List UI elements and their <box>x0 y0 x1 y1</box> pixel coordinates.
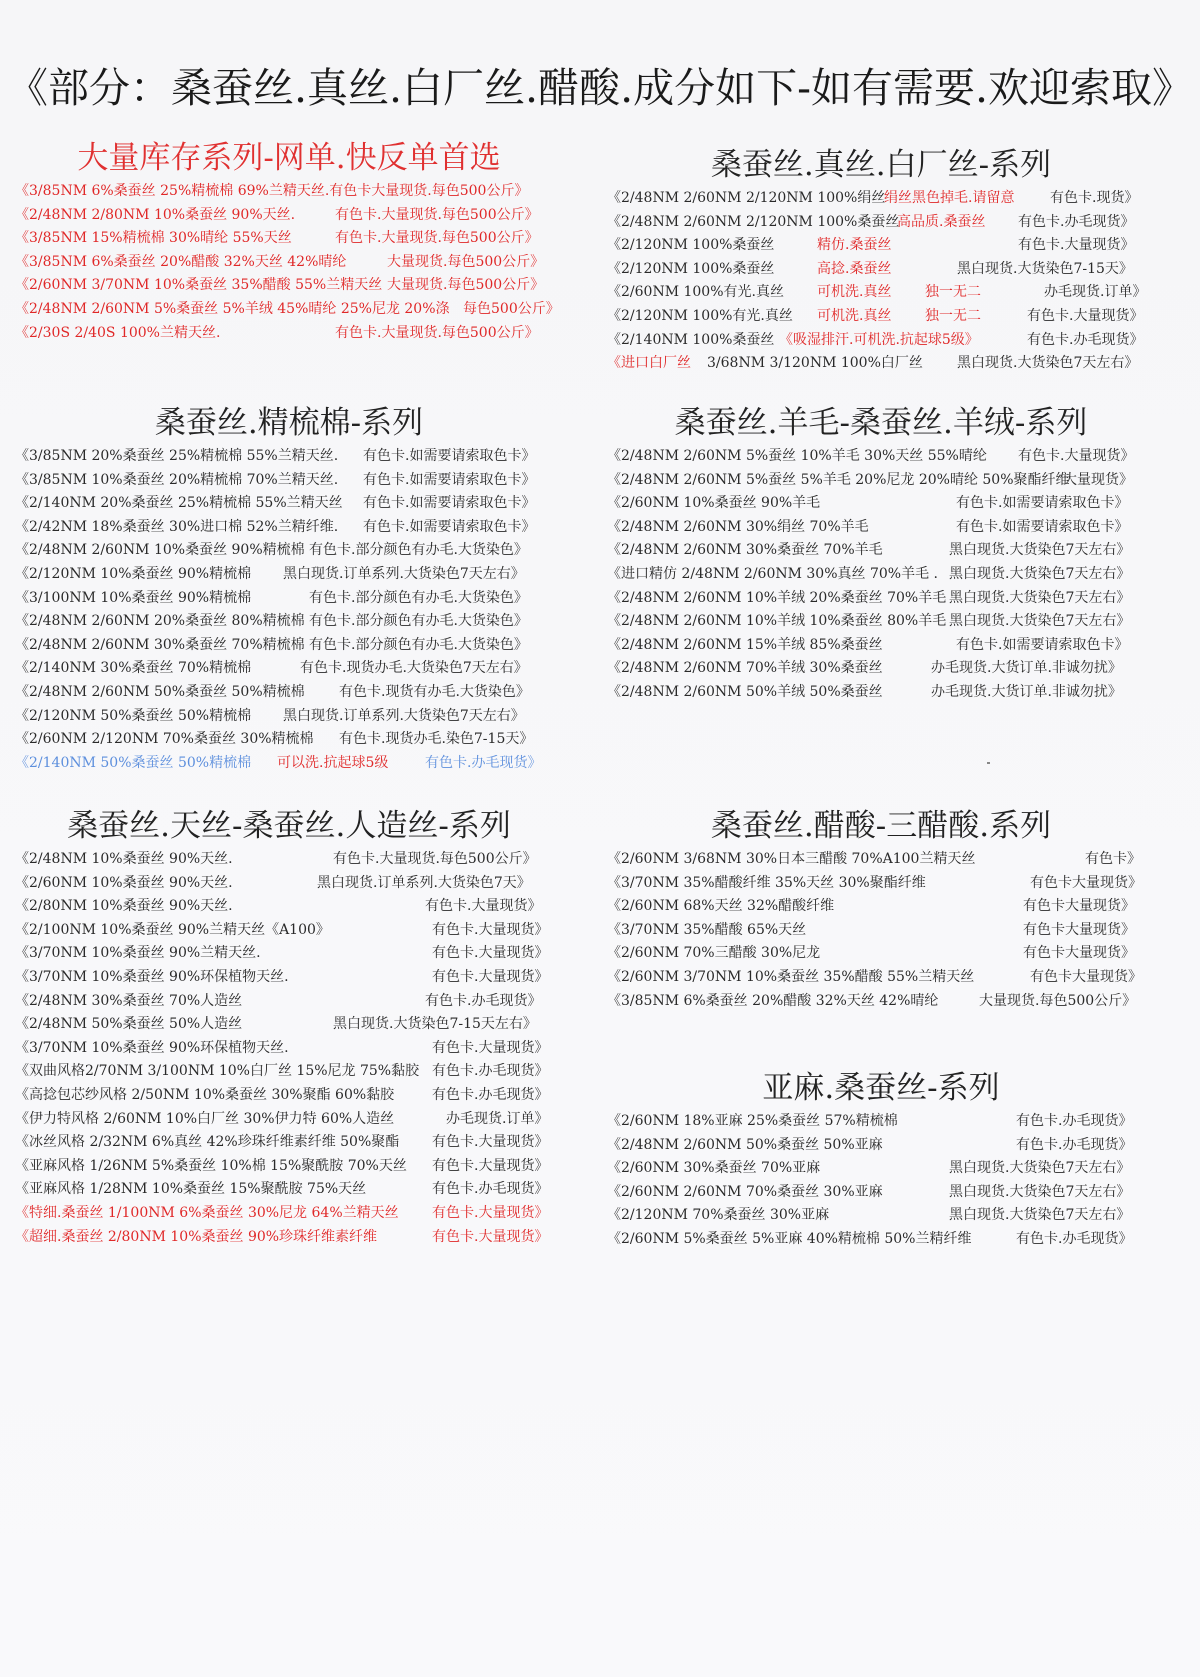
composition: 《2/60NM 18%亚麻 25%桑蚕丝 57%精梳棉 <box>607 1113 898 1129</box>
highlight-note: 精仿.桑蚕丝 <box>817 237 892 254</box>
stock-status: 有色卡.如需要请索取色卡》 <box>956 636 1129 653</box>
composition: 《2/120NM 70%桑蚕丝 30%亚麻 <box>607 1207 830 1224</box>
list-item <box>15 1178 563 1202</box>
composition: 《2/120NM 100%桑蚕丝 <box>607 260 775 277</box>
stock-status: 办毛现货.大货订单.非诚勿扰》 <box>931 660 1122 677</box>
composition: 《亚麻风格 1/26NM 5%桑蚕丝 10%棉 15%聚酰胺 70%天丝 <box>15 1157 407 1174</box>
list-item <box>607 305 1155 329</box>
composition: 《3/85NM 6%桑蚕丝 20%醋酸 32%天丝 42%晴纶 <box>15 253 347 270</box>
composition: 《2/48NM 2/60NM 5%蚕丝 10%羊毛 30%天丝 55%晴纶 <box>607 448 987 464</box>
list-item <box>15 587 563 611</box>
composition: 《3/85NM 15%精梳棉 30%晴纶 55%天丝 <box>15 230 292 247</box>
stock-list <box>15 180 563 345</box>
composition: 《进口白厂丝 <box>607 355 691 372</box>
stock-status: 有色卡.办毛现货》 <box>1018 213 1135 230</box>
stock-status: 有色卡大量现货》 <box>1023 898 1135 915</box>
stock-status: 有色卡》 <box>1085 851 1141 867</box>
composition: 《2/140NM 50%桑蚕丝 50%精梳棉 <box>15 754 252 771</box>
highlight-note: 可机洗.真丝 <box>817 307 892 324</box>
stock-status: 黑白现货.大货染色7-15天左右》 <box>333 1016 537 1033</box>
stock-status: 有色卡.办毛现货》 <box>425 992 542 1009</box>
stock-status: 有色卡.部分颜色有办毛.大货染色》 <box>309 542 528 559</box>
list-item <box>15 516 563 540</box>
stock-status: 有色卡.办毛现货》 <box>432 1063 549 1080</box>
list-item <box>607 966 1155 990</box>
composition: 《2/140NM 100%桑蚕丝 <box>607 331 775 348</box>
cotton-list <box>15 445 563 775</box>
composition: 《2/48NM 2/60NM 10%桑蚕丝 90%精梳棉 <box>15 542 305 559</box>
stock-status: 有色卡.现货》 <box>1050 190 1139 206</box>
highlight-note: 独一无二 <box>925 307 981 324</box>
section-acetate <box>607 806 1155 1013</box>
stock-status: 办毛现货.订单》 <box>446 1110 549 1127</box>
section-title: 桑蚕丝.醋酸-三醋酸.系列 <box>710 808 1052 844</box>
scan-speck <box>987 762 990 764</box>
highlight-note: 独一无二 <box>925 284 981 301</box>
list-item <box>15 1037 563 1061</box>
section-title: 桑蚕丝.真丝.白厂丝-系列 <box>710 147 1052 183</box>
list-item <box>607 634 1155 658</box>
composition: 《2/60NM 68%天丝 32%醋酸纤维 <box>607 898 835 915</box>
list-item <box>607 1134 1155 1158</box>
stock-status: 黑白现货.订单系列.大货染色7天》 <box>317 874 531 891</box>
stock-status: 大量现货.每色500公斤》 <box>387 277 545 294</box>
stock-status: 有色卡.办毛现货》 <box>1016 1230 1133 1247</box>
list-item <box>607 1110 1155 1134</box>
highlight-note: 可以洗.抗起球5级 <box>277 754 389 771</box>
stock-status: 黑白现货.大货染色7天左右》 <box>949 613 1131 630</box>
composition: 《2/48NM 2/60NM 5%蚕丝 5%羊毛 20%尼龙 20%晴纶 50%聚酯纤维 <box>607 471 1070 488</box>
list-item <box>607 1157 1155 1181</box>
list-item <box>15 1108 563 1132</box>
list-item <box>15 274 563 298</box>
stock-status: 有色卡.办毛现货》 <box>1027 331 1144 348</box>
composition: 《3/70NM 35%醋酸 65%天丝 <box>607 921 807 938</box>
composition: 《2/60NM 30%桑蚕丝 70%亚麻 <box>607 1160 821 1177</box>
section-stock <box>15 138 563 345</box>
list-item <box>607 469 1155 493</box>
composition: 《高捻包芯纱风格 2/50NM 10%桑蚕丝 30%聚酯 60%黏胶 <box>15 1086 395 1103</box>
stock-status: 有色卡.大量现货》 <box>432 1204 549 1221</box>
composition: 《2/48NM 2/60NM 70%羊绒 30%桑蚕丝 <box>607 660 883 677</box>
stock-status: 黑白现货.大货染色7天左右》 <box>949 1160 1131 1177</box>
composition: 《2/48NM 2/60NM 50%桑蚕丝 50%精梳棉 <box>15 683 305 700</box>
stock-status: 有色卡.办毛现货》 <box>1016 1136 1133 1153</box>
stock-status: 有色卡.大量现货》 <box>432 1157 549 1174</box>
list-item <box>607 990 1155 1014</box>
stock-status: 黑白现货.订单系列.大货染色7天左右》 <box>283 565 525 582</box>
composition: 《2/48NM 50%桑蚕丝 50%人造丝 <box>15 1016 243 1033</box>
stock-status: 有色卡.如需要请索取色卡》 <box>363 518 536 535</box>
stock-status: 大量现货.每色500公斤》 <box>387 253 545 270</box>
list-item <box>15 872 563 896</box>
composition: 《2/48NM 2/60NM 50%羊绒 50%桑蚕丝 <box>607 683 883 700</box>
highlight-note: 绢丝黑色掉毛.请留意 <box>884 190 1015 206</box>
list-item <box>15 848 563 872</box>
stock-status: 大量现货》 <box>1063 471 1133 488</box>
composition: 《2/48NM 2/60NM 15%羊绒 85%桑蚕丝 <box>607 636 883 653</box>
list-item <box>607 211 1155 235</box>
list-item <box>607 539 1155 563</box>
composition: 《双曲风格2/70NM 3/100NM 10%白厂丝 15%尼龙 75%黏胶 <box>15 1063 420 1080</box>
stock-status: 黑白现货.订单系列.大货染色7天左右》 <box>283 707 525 724</box>
list-item <box>15 752 563 776</box>
composition: 《3/70NM 10%桑蚕丝 90%环保植物天丝. <box>15 1039 289 1056</box>
composition: 《2/100NM 10%桑蚕丝 90%兰精天丝《A100》 <box>15 921 330 938</box>
stock-status: 有色卡.大量现货.每色500公斤》 <box>333 851 537 867</box>
stock-status: 每色500公斤》 <box>463 300 560 317</box>
stock-status: 有色卡.办毛现货》 <box>1016 1113 1133 1129</box>
list-item <box>15 966 563 990</box>
list-item <box>15 895 563 919</box>
section-title: 亚麻.桑蚕丝-系列 <box>762 1070 1000 1106</box>
section-title: 桑蚕丝.精梳棉-系列 <box>154 405 424 441</box>
composition: 《2/30S 2/40S 100%兰精天丝. <box>15 324 221 341</box>
highlight-note: 高品质.桑蚕丝 <box>897 213 986 230</box>
stock-status: 有色卡大量现货》 <box>1023 945 1135 962</box>
silk-list <box>607 187 1155 376</box>
list-item <box>15 563 563 587</box>
stock-status: 有色卡.部分颜色有办毛.大货染色》 <box>309 636 528 653</box>
list-item <box>15 180 563 204</box>
composition: 《2/60NM 3/68NM 30%日本三醋酸 70%A100兰精天丝 <box>607 851 976 867</box>
composition: 《3/85NM 20%桑蚕丝 25%精梳棉 55%兰精天丝. <box>15 448 339 464</box>
stock-status: 有色卡.大量现货》 <box>432 945 549 962</box>
stock-status: 黑白现货.大货染色7天左右》 <box>957 355 1139 372</box>
composition: 《2/120NM 10%桑蚕丝 90%精梳棉 <box>15 565 252 582</box>
stock-status: 有色卡.如需要请索取色卡》 <box>956 495 1129 512</box>
stock-status: 有色卡.大量现货》 <box>425 898 542 915</box>
composition: 《2/48NM 2/60NM 30%桑蚕丝 70%羊毛 <box>607 542 883 559</box>
list-item <box>607 657 1155 681</box>
composition: 《2/120NM 50%桑蚕丝 50%精梳棉 <box>15 707 252 724</box>
wool-list <box>607 445 1155 705</box>
section-silk <box>607 145 1155 376</box>
composition: 《2/60NM 2/60NM 70%桑蚕丝 30%亚麻 <box>607 1183 883 1200</box>
stock-status: 黑白现货.大货染色7天左右》 <box>949 542 1131 559</box>
list-item <box>607 1204 1155 1228</box>
composition: 《2/48NM 2/60NM 20%桑蚕丝 80%精梳棉 <box>15 613 305 630</box>
list-item <box>15 634 563 658</box>
list-item <box>15 657 563 681</box>
composition: 《2/48NM 2/60NM 5%桑蚕丝 5%羊绒 45%晴纶 25%尼龙 20%涤 <box>15 300 450 317</box>
stock-status: 有色卡.办毛现货》 <box>432 1181 549 1198</box>
stock-status: 有色卡.大量现货》 <box>1018 448 1135 464</box>
list-item <box>607 516 1155 540</box>
list-item <box>15 1155 563 1179</box>
composition: 《2/48NM 2/60NM 2/120NM 100%绢丝 <box>607 190 886 206</box>
composition: 《2/48NM 30%桑蚕丝 70%人造丝 <box>15 992 243 1009</box>
composition-detail: 3/68NM 3/120NM 100%白厂丝 <box>707 355 923 372</box>
stock-status: 有色卡.大量现货》 <box>432 1228 549 1245</box>
linen-list <box>607 1110 1155 1252</box>
composition: 《2/60NM 100%有光.真丝 <box>607 284 784 301</box>
composition: 《2/48NM 2/60NM 2/120NM 100%桑蚕丝 <box>607 213 900 230</box>
stock-status: 有色卡.办毛现货》 <box>432 1086 549 1103</box>
composition: 《3/70NM 10%桑蚕丝 90%兰精天丝. <box>15 945 261 962</box>
stock-status: 有色卡.部分颜色有办毛.大货染色》 <box>309 589 528 606</box>
composition: 《2/60NM 5%桑蚕丝 5%亚麻 40%精梳棉 50%兰精纤维 <box>607 1230 972 1247</box>
composition: 《2/60NM 70%三醋酸 30%尼龙 <box>607 945 821 962</box>
list-item <box>607 872 1155 896</box>
page-title: 《部分：桑蚕丝.真丝.白厂丝.醋酸.成分如下-如有需要.欢迎索取》 <box>6 64 1193 112</box>
list-item <box>15 681 563 705</box>
section-cotton <box>15 403 563 775</box>
composition: 《进口精仿 2/48NM 2/60NM 30%真丝 70%羊毛 . <box>607 565 938 582</box>
list-item <box>607 942 1155 966</box>
composition: 《3/70NM 10%桑蚕丝 90%环保植物天丝. <box>15 968 289 985</box>
list-item <box>607 848 1155 872</box>
list-item <box>15 251 563 275</box>
list-item <box>607 352 1155 376</box>
stock-status: 有色卡.如需要请索取色卡》 <box>956 518 1129 535</box>
stock-status: 有色卡.大量现货》 <box>432 1039 549 1056</box>
stock-status: 有色卡大量现货》 <box>1023 921 1135 938</box>
stock-status: 有色卡.现货有办毛.大货染色》 <box>339 683 530 700</box>
section-title: 桑蚕丝.天丝-桑蚕丝.人造丝-系列 <box>67 808 511 844</box>
list-item <box>607 281 1155 305</box>
composition: 《2/60NM 3/70NM 10%桑蚕丝 35%醋酸 55%兰精天丝 <box>607 968 975 985</box>
composition: 《2/48NM 2/80NM 10%桑蚕丝 90%天丝. <box>15 206 296 223</box>
list-item <box>15 705 563 729</box>
composition: 《2/60NM 2/120NM 70%桑蚕丝 30%精梳棉 <box>15 731 314 748</box>
stock-status: 有色卡大量现货》 <box>1030 968 1142 985</box>
stock-status: 有色卡.大量现货.每色500公斤》 <box>335 206 539 223</box>
composition: 《伊力特风格 2/60NM 10%白厂丝 30%伊力特 60%人造丝 <box>15 1110 395 1127</box>
list-item <box>607 919 1155 943</box>
section-linen <box>607 1068 1155 1252</box>
list-item <box>607 563 1155 587</box>
composition: 《2/48NM 2/60NM 30%绢丝 70%羊毛 <box>607 518 869 535</box>
highlight-note: 可机洗.真丝 <box>817 284 892 301</box>
stock-status: 办毛现货.订单》 <box>1044 284 1147 301</box>
list-item <box>15 445 563 469</box>
composition: 《3/85NM 6%桑蚕丝 20%醋酸 32%天丝 42%晴纶 <box>607 992 939 1009</box>
stock-status: 有色卡.如需要请索取色卡》 <box>363 448 536 464</box>
composition: 《2/120NM 100%桑蚕丝 <box>607 237 775 254</box>
list-item <box>15 942 563 966</box>
section-title: 桑蚕丝.羊毛-桑蚕丝.羊绒-系列 <box>674 405 1088 441</box>
list-item <box>15 298 563 322</box>
list-item <box>15 492 563 516</box>
stock-status: 有色卡.部分颜色有办毛.大货染色》 <box>309 613 528 630</box>
composition: 《2/48NM 2/60NM 50%桑蚕丝 50%亚麻 <box>607 1136 883 1153</box>
tencel-list <box>15 848 563 1249</box>
list-item <box>607 681 1155 705</box>
composition: 《2/140NM 30%桑蚕丝 70%精梳棉 <box>15 660 252 677</box>
list-item <box>15 919 563 943</box>
highlight-note: 《吸湿排汗.可机洗.抗起球5级》 <box>779 331 979 348</box>
stock-status: 有色卡.现货办毛.大货染色7天左右》 <box>300 660 528 677</box>
stock-status: 有色卡.大量现货.每色500公斤》 <box>335 230 539 247</box>
stock-status: 有色卡.如需要请索取色卡》 <box>363 495 536 512</box>
composition: 《2/80NM 10%桑蚕丝 90%天丝. <box>15 898 233 915</box>
list-item <box>15 1084 563 1108</box>
stock-status: 有色卡.如需要请索取色卡》 <box>363 471 536 488</box>
stock-status: 黑白现货.大货染色7天左右》 <box>949 1207 1131 1224</box>
list-item <box>607 1228 1155 1252</box>
stock-status: 有色卡.现货办毛.染色7-15天》 <box>339 731 534 748</box>
list-item <box>607 234 1155 258</box>
composition: 《冰丝风格 2/32NM 6%真丝 42%珍珠纤维素纤维 50%聚酯 <box>15 1134 400 1151</box>
composition: 《3/85NM 6%桑蚕丝 25%精梳棉 69%兰精天丝.有色卡大量现货.每色500公斤》 <box>15 183 529 199</box>
composition: 《亚麻风格 1/28NM 10%桑蚕丝 15%聚酰胺 75%天丝 <box>15 1181 367 1198</box>
list-item <box>607 492 1155 516</box>
composition: 《2/48NM 2/60NM 10%羊绒 20%桑蚕丝 70%羊毛 <box>607 589 947 606</box>
list-item <box>607 258 1155 282</box>
composition: 《2/42NM 18%桑蚕丝 30%进口棉 52%兰精纤维. <box>15 518 339 535</box>
composition: 《2/60NM 10%桑蚕丝 90%天丝. <box>15 874 233 891</box>
stock-status: 有色卡.大量现货.每色500公斤》 <box>335 324 539 341</box>
list-item <box>607 329 1155 353</box>
list-item <box>15 1013 563 1037</box>
composition: 《2/140NM 20%桑蚕丝 25%精梳棉 55%兰精天丝 <box>15 495 343 512</box>
stock-status: 有色卡.大量现货》 <box>1027 307 1144 324</box>
list-item <box>15 227 563 251</box>
stock-status: 黑白现货.大货染色7-15天》 <box>957 260 1133 277</box>
composition: 《2/48NM 2/60NM 30%桑蚕丝 70%精梳棉 <box>15 636 305 653</box>
list-item <box>607 610 1155 634</box>
list-item <box>15 1131 563 1155</box>
list-item <box>607 1181 1155 1205</box>
composition: 《3/100NM 10%桑蚕丝 90%精梳棉 <box>15 589 252 606</box>
stock-status: 黑白现货.大货染色7天左右》 <box>949 1183 1131 1200</box>
stock-status: 有色卡.办毛现货》 <box>425 754 542 771</box>
highlight-note: 高捻.桑蚕丝 <box>817 260 892 277</box>
stock-status: 有色卡.大量现货》 <box>432 1134 549 1151</box>
list-item <box>15 539 563 563</box>
composition: 《特细.桑蚕丝 1/100NM 6%桑蚕丝 30%尼龙 64%兰精天丝 <box>15 1204 399 1221</box>
list-item <box>607 187 1155 211</box>
stock-status: 黑白现货.大货染色7天左右》 <box>949 589 1131 606</box>
stock-status: 有色卡.大量现货》 <box>1018 237 1135 254</box>
composition: 《3/70NM 35%醋酸纤维 35%天丝 30%聚酯纤维 <box>607 874 926 891</box>
list-item <box>15 1202 563 1226</box>
section-title: 大量库存系列-网单.快反单首选 <box>77 140 501 176</box>
stock-status: 大量现货.每色500公斤》 <box>979 992 1137 1009</box>
composition: 《2/48NM 2/60NM 10%羊绒 10%桑蚕丝 80%羊毛 <box>607 613 947 630</box>
composition: 《3/85NM 10%桑蚕丝 20%精梳棉 70%兰精天丝. <box>15 471 339 488</box>
list-item <box>15 990 563 1014</box>
composition: 《2/60NM 3/70NM 10%桑蚕丝 35%醋酸 55%兰精天丝 <box>15 277 383 294</box>
list-item <box>15 469 563 493</box>
list-item <box>607 445 1155 469</box>
list-item <box>15 728 563 752</box>
composition: 《2/60NM 10%桑蚕丝 90%羊毛 <box>607 495 821 512</box>
list-item <box>607 587 1155 611</box>
composition: 《超细.桑蚕丝 2/80NM 10%桑蚕丝 90%珍珠纤维素纤维 <box>15 1228 378 1245</box>
list-item <box>607 895 1155 919</box>
acetate-list <box>607 848 1155 1013</box>
stock-status: 有色卡大量现货》 <box>1030 874 1142 891</box>
composition: 《2/120NM 100%有光.真丝 <box>607 307 793 324</box>
list-item <box>15 1226 563 1250</box>
stock-status: 有色卡.大量现货》 <box>432 921 549 938</box>
stock-status: 黑白现货.大货染色7天左右》 <box>949 565 1131 582</box>
list-item <box>15 204 563 228</box>
list-item <box>15 610 563 634</box>
section-wool <box>607 403 1155 705</box>
stock-status: 有色卡.大量现货》 <box>432 968 549 985</box>
composition: 《2/48NM 10%桑蚕丝 90%天丝. <box>15 851 233 867</box>
list-item <box>15 322 563 346</box>
list-item <box>15 1060 563 1084</box>
section-tencel <box>15 806 563 1249</box>
stock-status: 办毛现货.大货订单.非诚勿扰》 <box>931 683 1122 700</box>
